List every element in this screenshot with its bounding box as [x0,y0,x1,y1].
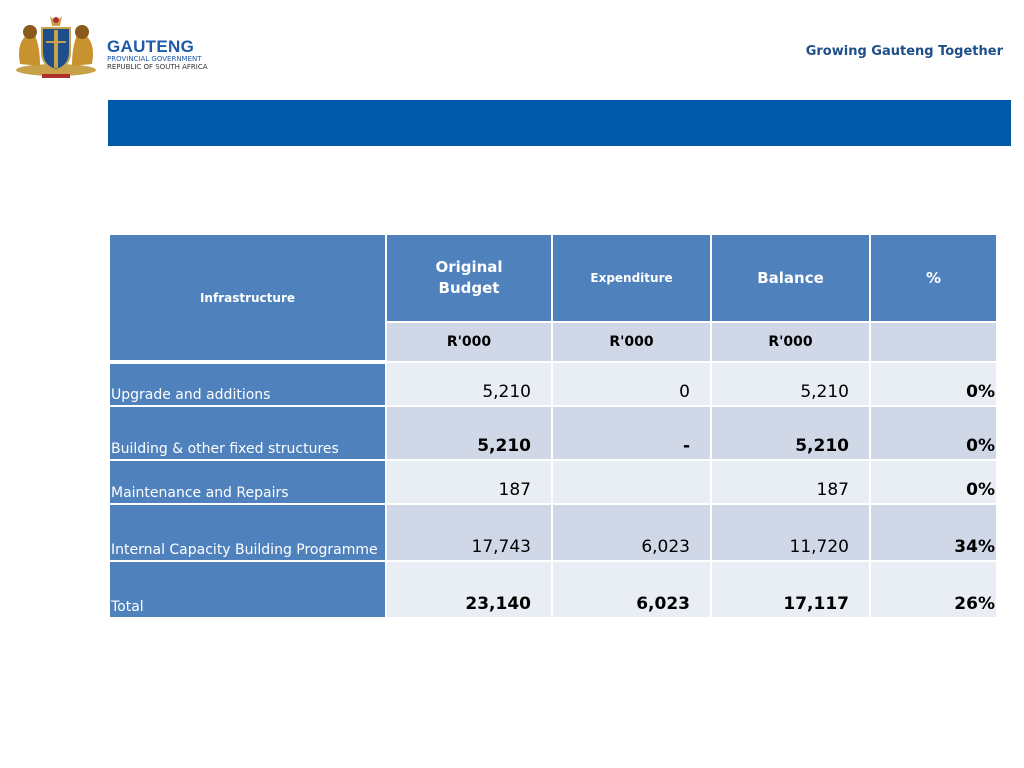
unit-percent [870,322,997,362]
header-original-budget-line2: Budget [438,279,500,297]
unit-expenditure: R'000 [552,322,711,362]
table-row [109,504,997,561]
table-header-row [109,234,997,322]
cell-percent: 0% [870,460,997,504]
cell-original-budget: 5,210 [386,406,552,460]
cell-balance: 17,117 [711,561,870,618]
header-infrastructure: Infrastructure [109,234,386,362]
unit-balance: R'000 [711,322,870,362]
row-label: Maintenance and Repairs [109,460,386,504]
cell-balance: 11,720 [711,504,870,561]
table-row [109,460,997,504]
row-label: Building & other fixed structures [109,406,386,460]
cell-original-budget: 187 [386,460,552,504]
logo-name: GAUTENG [107,37,195,56]
cell-expenditure: 0 [552,362,711,406]
cell-original-budget: 17,743 [386,504,552,561]
header-expenditure: Expenditure [552,234,711,322]
cell-balance: 5,210 [711,362,870,406]
cell-percent: 0% [870,362,997,406]
row-label: Upgrade and additions [109,362,386,406]
title-band [108,100,1011,146]
gauteng-coat-of-arms-logo [10,12,102,78]
logo-line-1: PROVINCIAL GOVERNMENT [107,55,202,63]
slogan: Growing Gauteng Together [805,44,1003,59]
cell-expenditure: 6,023 [552,504,711,561]
cell-original-budget: 23,140 [386,561,552,618]
cell-balance: 5,210 [711,406,870,460]
table-row [109,406,997,460]
budget-table [108,233,998,619]
cell-expenditure: - [552,406,711,460]
header-balance: Balance [711,234,870,322]
row-label: Total [109,561,386,618]
cell-balance: 187 [711,460,870,504]
logo-wordmark [107,38,208,71]
cell-percent: 34% [870,504,997,561]
cell-original-budget: 5,210 [386,362,552,406]
unit-original-budget: R'000 [386,322,552,362]
cell-expenditure [552,460,711,504]
row-label: Internal Capacity Building Programme [109,504,386,561]
cell-expenditure: 6,023 [552,561,711,618]
table-row-total [109,561,997,618]
header-percent: % [870,234,997,322]
table-row [109,362,997,406]
header-original-budget [386,234,552,322]
header-original-budget-line1: Original [435,258,503,276]
logo-line-2: REPUBLIC OF SOUTH AFRICA [107,63,208,71]
cell-percent: 0% [870,406,997,460]
cell-percent: 26% [870,561,997,618]
